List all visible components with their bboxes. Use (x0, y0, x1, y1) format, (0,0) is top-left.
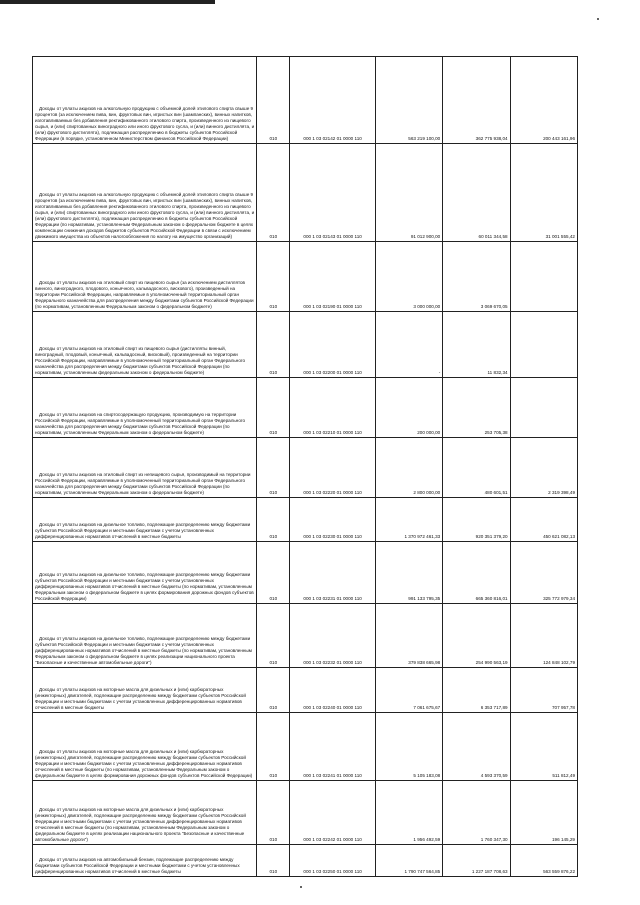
unexecuted-cell (510, 378, 577, 438)
budget-classification-code-cell (290, 845, 375, 877)
line-code-cell (257, 242, 290, 312)
table-row (33, 438, 578, 498)
line-code-cell (257, 781, 290, 845)
line-code-cell-text: 010 (269, 596, 278, 601)
budget-classification-code-cell (290, 604, 375, 668)
unexecuted-cell (510, 668, 577, 713)
executed-cell (443, 542, 510, 604)
line-code-cell (257, 378, 290, 438)
executed-cell (443, 781, 510, 845)
table-row (33, 378, 578, 438)
revenue-description-cell-text: Доходы от уплаты акцизов на моторные масла для дизельных и (или) карбюраторных (инжекторных) двигателей, подлежащие распределению между бюджетами субъектов Российской Федерации и местными бюджетами с учетом установленных дифференцированных нормативов отчислений в местные бюджеты (по нормативам, установленным Федеральным законом о федеральном бюджете в целях формирования дорожных фондов субъектов Российской Федерации) (35, 749, 253, 778)
executed-cell-text: 11 832,34 (487, 370, 508, 375)
approved-budget-cell (375, 144, 442, 242)
approved-budget-cell-text: 379 838 665,98 (408, 660, 441, 665)
line-code-cell (257, 713, 290, 781)
line-code-cell-text: 010 (269, 304, 278, 309)
scan-speck (597, 18, 599, 20)
approved-budget-cell (375, 312, 442, 378)
approved-budget-cell-text: 91 012 900,00 (410, 234, 441, 239)
revenue-description-cell (33, 542, 257, 604)
approved-budget-cell (375, 378, 442, 438)
line-code-cell-text: 010 (269, 234, 278, 239)
table-row (33, 845, 578, 877)
budget-classification-code-cell-text: 000 1 03 02142 01 0000 110 (303, 136, 362, 141)
executed-cell (443, 312, 510, 378)
line-code-cell (257, 57, 290, 144)
budget-classification-code-cell-text: 000 1 03 02210 01 0000 110 (303, 430, 362, 435)
budget-classification-code-cell (290, 438, 375, 498)
executed-cell (443, 713, 510, 781)
executed-cell-text: 3 069 670,05 (480, 304, 508, 309)
executed-cell-text: 1 760 347,30 (480, 837, 508, 842)
revenue-description-cell-text: Доходы от уплаты акцизов на дизельное топливо, подлежащие распределению между бюджетами субъектов Российской Федерации и местными бюджетами с учетом установленных дифференцированных нормативов отчислений в местные бюджеты (по нормативам, установленным Федеральным законом о федеральном бюджете в целях формирования дорожных фондов субъектов Российской Федерации) (35, 572, 254, 601)
revenue-description-cell-text: Доходы от уплаты акцизов на алкогольную продукцию с объемной долей этилового спирта свыше 9 процентов (за исключением пива, вин, фруктовых вин, игристых вин (шампанских), винных напитков, изготавливаемых без добавления ректификованного этилового спирта, произведенного из пищевого сырья, и (или) спиртованных виноградного или иного фруктового сусла, и (или) винного дистиллята, и (или) фруктового дистиллята), подлежащая распределению в бюджеты субъектов Российской Федерации (в порядке, установленном Министерством финансов Российской Федерации) (35, 106, 255, 141)
approved-budget-cell-text: - (438, 370, 441, 375)
unexecuted-cell-text: 124 848 102,79 (543, 660, 575, 665)
revenue-table (32, 56, 578, 877)
executed-cell-text: 480 601,51 (484, 490, 508, 495)
unexecuted-cell (510, 542, 577, 604)
revenue-description-cell (33, 438, 257, 498)
unexecuted-cell-text: 2 319 398,49 (548, 490, 575, 495)
approved-budget-cell-text: 3 000 000,00 (413, 304, 441, 309)
unexecuted-cell (510, 438, 577, 498)
executed-cell-text: 60 011 344,58 (478, 234, 508, 239)
line-code-cell-text: 010 (269, 869, 278, 874)
approved-budget-cell-text: 563 219 100,00 (408, 136, 441, 141)
line-code-cell (257, 604, 290, 668)
approved-budget-cell (375, 781, 442, 845)
revenue-description-cell (33, 378, 257, 438)
executed-cell-text: 665 360 816,01 (475, 596, 508, 601)
unexecuted-cell (510, 845, 577, 877)
executed-cell-text: 6 353 717,89 (480, 705, 508, 710)
line-code-cell (257, 438, 290, 498)
revenue-description-cell (33, 312, 257, 378)
budget-classification-code-cell (290, 668, 375, 713)
revenue-description-cell-text: Доходы от уплаты акцизов на спиртосодержащую продукцию, производимую на территории Российской Федерации, направляемые в уполномоченный территориальный орган Федерального казначейства для распределения между бюджетами субъектов Российской Федерации (по нормативам, установленным Федеральным законом о федеральном бюджете) (35, 412, 246, 435)
unexecuted-cell (510, 713, 577, 781)
unexecuted-cell-text: 31 001 555,42 (545, 234, 575, 239)
table-row (33, 498, 578, 542)
revenue-description-cell-text: Доходы от уплаты акцизов на моторные масла для дизельных и (или) карбюраторных (инжекторных) двигателей, подлежащие распределению между бюджетами субъектов Российской Федерации и местными бюджетами с учетом установленных дифференцированных нормативов отчислений в местные бюджеты (по нормативам, установленным Федеральным законом о федеральном бюджете в целях реализации национального проекта "Безопасные и качественные автомобильные дороги") (35, 807, 246, 842)
executed-cell-text: 254 990 563,19 (475, 660, 508, 665)
budget-classification-code-cell-text: 000 1 03 02143 01 0000 110 (303, 234, 362, 239)
line-code-cell-text: 010 (269, 837, 278, 842)
budget-classification-code-cell (290, 542, 375, 604)
approved-budget-cell-text: 7 061 675,67 (413, 705, 441, 710)
budget-classification-code-cell-text: 000 1 03 02231 01 0000 110 (303, 596, 362, 601)
revenue-description-cell (33, 604, 257, 668)
line-code-cell (257, 144, 290, 242)
approved-budget-cell (375, 668, 442, 713)
executed-cell-text: 920 351 379,20 (475, 534, 508, 539)
revenue-description-cell-text: Доходы от уплаты акцизов на моторные масла для дизельных и (или) карбюраторных (инжекторных) двигателей, подлежащие распределению между бюджетами субъектов Российской Федерации и местными бюджетами с учетом установленных дифференцированных нормативов отчислений в местные бюджеты (35, 687, 246, 710)
executed-cell (443, 604, 510, 668)
unexecuted-cell-text: 511 812,49 (552, 773, 575, 778)
budget-classification-code-cell (290, 242, 375, 312)
budget-classification-code-cell-text: 000 1 03 02250 01 0000 110 (303, 869, 362, 874)
approved-budget-cell (375, 438, 442, 498)
revenue-table-body (33, 57, 578, 877)
scan-speck (300, 886, 302, 888)
line-code-cell-text: 010 (269, 490, 278, 495)
revenue-description-cell (33, 498, 257, 542)
revenue-description-cell-text: Доходы от уплаты акцизов на автомобильный бензин, подлежащие распределению между бюджетами субъектов Российской Федерации и местными бюджетами с учетом установленных дифференцированных нормативов отчислений в местные бюджеты (35, 857, 240, 874)
table-row (33, 144, 578, 242)
approved-budget-cell-text: 1 956 492,59 (413, 837, 441, 842)
revenue-description-cell-text: Доходы от уплаты акцизов на этиловый спирт из пищевого сырья (за исключением дистиллятов винного, виноградного, плодового, коньячного, кальвадосного, вискового), произведенный на территории Российской Федерации, направляемые в уполномоченный территориальный орган Федерального казначейства для распределения между бюджетами субъектов Российской Федерации (по нормативам, установленным Федеральным законом о федеральном бюджете) (35, 280, 254, 309)
table-row (33, 713, 578, 781)
line-code-cell-text: 010 (269, 430, 278, 435)
budget-classification-code-cell-text: 000 1 03 02240 01 0000 110 (303, 705, 362, 710)
executed-cell (443, 242, 510, 312)
executed-cell-text: 362 775 938,04 (475, 136, 508, 141)
table-row (33, 242, 578, 312)
unexecuted-cell (510, 312, 577, 378)
executed-cell (443, 668, 510, 713)
approved-budget-cell (375, 604, 442, 668)
budget-classification-code-cell-text: 000 1 03 02230 01 0000 110 (303, 534, 362, 539)
line-code-cell-text: 010 (269, 660, 278, 665)
line-code-cell (257, 845, 290, 877)
executed-cell (443, 144, 510, 242)
approved-budget-cell-text: 1 370 972 461,33 (404, 534, 441, 539)
revenue-description-cell-text: Доходы от уплаты акцизов на дизельное топливо, подлежащие распределению между бюджетами субъектов Российской Федерации и местными бюджетами с учетом установленных дифференцированных нормативов отчислений в местные бюджеты (по нормативам, установленным Федеральным законом о федеральном бюджете в целях реализации национального проекта "Безопасные и качественные автомобильные дороги") (35, 636, 252, 665)
revenue-description-cell (33, 845, 257, 877)
approved-budget-cell (375, 713, 442, 781)
unexecuted-cell (510, 604, 577, 668)
budget-classification-code-cell (290, 498, 375, 542)
revenue-description-cell (33, 242, 257, 312)
approved-budget-cell-text: 2 800 000,00 (413, 490, 441, 495)
unexecuted-cell (510, 144, 577, 242)
line-code-cell (257, 312, 290, 378)
executed-cell-text: 1 227 187 708,63 (471, 869, 508, 874)
line-code-cell-text: 010 (269, 773, 278, 778)
line-code-cell (257, 542, 290, 604)
approved-budget-cell (375, 498, 442, 542)
approved-budget-cell (375, 57, 442, 144)
executed-cell (443, 57, 510, 144)
revenue-description-cell (33, 144, 257, 242)
budget-classification-code-cell-text: 000 1 03 02190 01 0000 110 (303, 304, 362, 309)
table-row (33, 57, 578, 144)
revenue-description-cell (33, 781, 257, 845)
table-row (33, 668, 578, 713)
revenue-description-cell (33, 713, 257, 781)
table-row (33, 542, 578, 604)
unexecuted-cell-text: 707 957,78 (552, 705, 575, 710)
budget-classification-code-cell (290, 57, 375, 144)
executed-cell-text: 253 705,38 (484, 430, 508, 435)
budget-classification-code-cell (290, 378, 375, 438)
line-code-cell-text: 010 (269, 534, 278, 539)
line-code-cell (257, 498, 290, 542)
approved-budget-cell-text: 991 133 795,35 (408, 596, 441, 601)
executed-cell (443, 845, 510, 877)
budget-classification-code-cell-text: 000 1 03 02220 01 0000 110 (303, 490, 362, 495)
table-row (33, 781, 578, 845)
line-code-cell (257, 668, 290, 713)
approved-budget-cell (375, 845, 442, 877)
approved-budget-cell-text: 1 790 747 564,85 (404, 869, 441, 874)
revenue-description-cell (33, 57, 257, 144)
unexecuted-cell-text: 325 772 979,34 (543, 596, 575, 601)
executed-cell-text: 4 593 370,59 (480, 773, 508, 778)
budget-classification-code-cell-text: 000 1 03 02200 01 0000 110 (303, 370, 362, 375)
revenue-description-cell-text: Доходы от уплаты акцизов на дизельное топливо, подлежащие распределению между бюджетами субъектов Российской Федерации и местными бюджетами с учетом установленных дифференцированных нормативов отчислений в местные бюджеты (35, 522, 251, 539)
budget-classification-code-cell (290, 312, 375, 378)
budget-classification-code-cell (290, 144, 375, 242)
unexecuted-cell (510, 498, 577, 542)
executed-cell (443, 438, 510, 498)
line-code-cell-text: 010 (269, 370, 278, 375)
budget-classification-code-cell-text: 000 1 03 02242 01 0000 110 (303, 837, 362, 842)
executed-cell (443, 378, 510, 438)
budget-classification-code-cell (290, 781, 375, 845)
revenue-description-cell-text: Доходы от уплаты акцизов на алкогольную продукцию с объемной долей этилового спирта свыше 9 процентов (за исключением пива, вин, фруктовых вин, игристых вин (шампанских), винных напитков, изготавливаемых без добавления ректификованного этилового спирта, произведенного из пищевого сырья, и (или) спиртованных виноградного или иного фруктового сусла, и (или) винного дистиллята, и (или) фруктового дистиллята), подлежащая распределению в бюджеты субъектов Российской Федерации (по нормативам, установленным Федеральным законом о федеральном бюджете в целях компенсации снижения доходов бюджетов субъектов Российской Федерации в связи с исключением движимого имущества из объектов налогообложения по налогу на имущество организаций) (35, 192, 255, 239)
unexecuted-cell-text: 563 559 876,22 (543, 869, 575, 874)
revenue-description-cell-text: Доходы от уплаты акцизов на этиловый спирт из пищевого сырья (дистилляты винный, виноградный, плодовый, коньячный, кальвадосный, висковый), произведенный на территории Российской Федерации, направляемые в уполномоченный территориальный орган Федерального казначейства для распределения между бюджетами субъектов Российской Федерации (по нормативам, установленным федеральным законом о федеральном бюджете) (35, 346, 246, 375)
approved-budget-cell (375, 242, 442, 312)
budget-classification-code-cell-text: 000 1 03 02241 01 0000 110 (303, 773, 362, 778)
revenue-description-cell (33, 668, 257, 713)
executed-cell (443, 498, 510, 542)
line-code-cell-text: 010 (269, 136, 278, 141)
approved-budget-cell-text: 200 000,00 (417, 430, 441, 435)
revenue-description-cell-text: Доходы от уплаты акцизов на этиловый спирт из непищевого сырья, производимый на территории Российской Федерации, направляемые в уполномоченный территориальный орган Федерального казначейства для распределения между бюджетами субъектов Российской Федерации (по нормативам, установленным Федеральным законом о федеральном бюджете) (35, 472, 251, 495)
unexecuted-cell-text: 196 145,29 (552, 837, 575, 842)
table-row (33, 604, 578, 668)
table-row (33, 312, 578, 378)
scan-edge-mark (0, 0, 215, 4)
unexecuted-cell-text: 450 621 082,13 (543, 534, 575, 539)
approved-budget-cell-text: 5 105 183,08 (413, 773, 441, 778)
unexecuted-cell (510, 242, 577, 312)
approved-budget-cell (375, 542, 442, 604)
budget-classification-code-cell-text: 000 1 03 02232 01 0000 110 (303, 660, 362, 665)
line-code-cell-text: 010 (269, 705, 278, 710)
unexecuted-cell (510, 57, 577, 144)
unexecuted-cell (510, 781, 577, 845)
budget-classification-code-cell (290, 713, 375, 781)
unexecuted-cell-text: 200 443 161,96 (543, 136, 575, 141)
